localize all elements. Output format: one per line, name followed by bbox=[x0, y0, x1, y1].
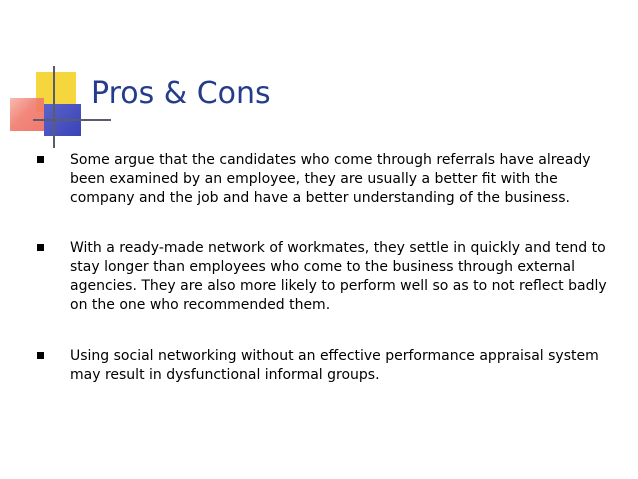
bullet-text: With a ready-made network of workmates, they settle in quickly and tend to stay longer than employees who come to the business through external agencies. They are also more likely to perform well so as to not reflect badly on the one who recommended them. bbox=[70, 240, 607, 313]
bullet-item bbox=[37, 151, 607, 208]
corner-red-square-icon bbox=[10, 98, 44, 131]
square-bullet-icon bbox=[37, 244, 44, 251]
bullet-text: Some argue that the candidates who come through referrals have already been examined by an employee, they are usually a better fit with the company and the job and have a better understanding of the business. bbox=[70, 152, 591, 206]
corner-vertical-line bbox=[53, 66, 55, 148]
corner-horizontal-line bbox=[33, 119, 111, 121]
square-bullet-icon bbox=[37, 352, 44, 359]
bullet-text: Using social networking without an effective performance appraisal system may result in dysfunctional informal groups. bbox=[70, 348, 599, 383]
bullet-list bbox=[37, 151, 607, 385]
bullet-item bbox=[37, 239, 607, 315]
slide-title: Pros & Cons bbox=[91, 76, 271, 111]
bullet-item bbox=[37, 347, 607, 385]
square-bullet-icon bbox=[37, 156, 44, 163]
